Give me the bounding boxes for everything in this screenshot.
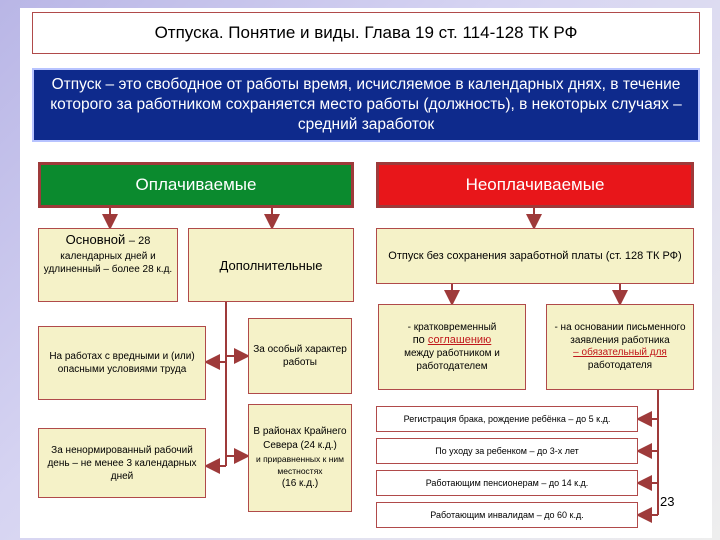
basic-leave-box <box>38 228 178 302</box>
far-north-main: В районах Крайнего Севера (24 к.д.) <box>253 426 347 451</box>
irregular-day-box: За ненормированный рабочий день – не менее 3 календарных дней <box>38 428 206 498</box>
basic-leave-desc: календарных дней и удлиненный – более 28 к.д. <box>43 251 173 275</box>
basic-leave-title: Основной <box>65 232 126 247</box>
short-term-by: по <box>412 334 425 346</box>
reason-childcare-box: По уходу за ребенком – до 3-х лет <box>376 438 638 464</box>
additional-leave-box: Дополнительные <box>188 228 354 302</box>
unpaid-header: Неоплачиваемые <box>376 162 694 208</box>
agreement-link-text: соглашению <box>427 334 492 346</box>
page-number: 23 <box>660 494 675 509</box>
basic-leave-days: – 28 <box>128 235 151 247</box>
written-request-box <box>546 304 694 390</box>
far-north-sub: и приравненных к ним местностях <box>255 454 345 476</box>
employer-text: работодателя <box>587 359 653 371</box>
reason-pensioners-box: Работающим пенсионерам – до 14 к.д. <box>376 470 638 496</box>
mandatory-text: – обязательный для <box>573 347 667 358</box>
slide-title: Отпуска. Понятие и виды. Глава 19 ст. 114-128 ТК РФ <box>32 12 700 54</box>
written-request-line1: - на основании письменного заявления работника <box>554 322 686 346</box>
reason-disabled-box: Работающим инвалидам – до 60 к.д. <box>376 502 638 528</box>
unpaid-leave-box: Отпуск без сохранения заработной платы (ст. 128 ТК РФ) <box>376 228 694 284</box>
far-north-days: (16 к.д.) <box>281 478 319 489</box>
definition-box: Отпуск – это свободное от работы время, исчисляемое в календарных днях, в течение которого за работником сохраняется место работы (должность), в некоторых случаях – средний заработок <box>32 68 700 142</box>
short-term-box <box>378 304 526 390</box>
paid-header: Оплачиваемые <box>38 162 354 208</box>
harmful-conditions-box: На работах с вредными и (или) опасными условиями труда <box>38 326 206 400</box>
special-work-box: За особый характер работы <box>248 318 352 394</box>
short-term-line1: - кратковременный <box>407 322 497 333</box>
far-north-box <box>248 404 352 512</box>
short-term-line3: между работником и работодателем <box>404 348 500 372</box>
reason-marriage-box: Регистрация брака, рождение ребёнка – до 5 к.д. <box>376 406 638 432</box>
